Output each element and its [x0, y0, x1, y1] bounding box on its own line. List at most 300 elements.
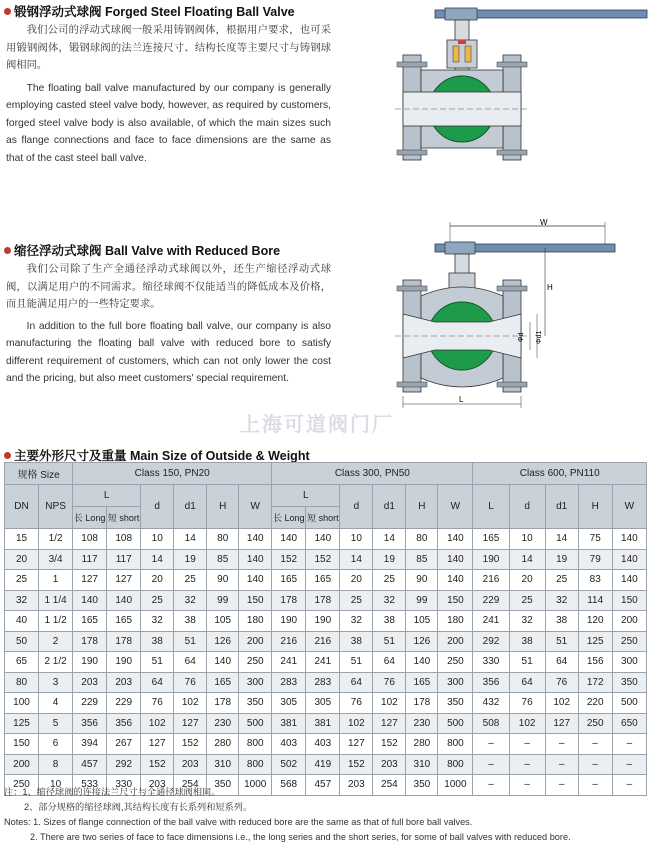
table-row [5, 611, 647, 632]
table-cell: 10 [340, 529, 373, 550]
header-d1: d1 [373, 485, 406, 529]
table-cell: 152 [141, 754, 174, 775]
table-cell: 25 [373, 570, 406, 591]
table-cell: 267 [107, 734, 141, 755]
header-w: W [438, 485, 473, 529]
bullet-icon [4, 8, 11, 15]
table-cell: 102 [340, 713, 373, 734]
table-cell: 105 [207, 611, 239, 632]
table-cell: 108 [73, 529, 107, 550]
header-d: d [340, 485, 373, 529]
table-cell: 51 [141, 652, 174, 673]
table-cell: 125 [578, 631, 612, 652]
table-cell: 203 [174, 754, 207, 775]
table-cell: 19 [174, 549, 207, 570]
table-cell: 14 [509, 549, 545, 570]
table-cell: 80 [5, 672, 39, 693]
table-cell: 150 [438, 590, 473, 611]
note-en-2: 2. There are two series of face to face dimensions i.e., the long series and the short series, for some of ball valves with reduced bore. [30, 832, 571, 842]
table-row [5, 549, 647, 570]
table-cell: 508 [473, 713, 509, 734]
table-cell: 5 [39, 713, 73, 734]
table-cell: 203 [73, 672, 107, 693]
table-cell: 20 [509, 570, 545, 591]
table-cell: 51 [509, 652, 545, 673]
table-cell: 64 [373, 652, 406, 673]
table-row [5, 570, 647, 591]
table-cell: 502 [272, 754, 306, 775]
table-cell: 241 [473, 611, 509, 632]
table-cell: 229 [107, 693, 141, 714]
header-l: L [473, 485, 509, 529]
header-d1: d1 [174, 485, 207, 529]
table-cell: 38 [373, 611, 406, 632]
table-cell: 216 [473, 570, 509, 591]
table-cell: 10 [141, 529, 174, 550]
table-cell: 102 [141, 713, 174, 734]
table-cell: 241 [272, 652, 306, 673]
table-cell: 310 [207, 754, 239, 775]
table-cell: 14 [545, 529, 578, 550]
table-cell: 126 [406, 631, 438, 652]
section-title-forged: 锻钢浮动式球阀 Forged Steel Floating Ball Valve [4, 2, 295, 20]
table-cell: – [473, 754, 509, 775]
table-cell: 165 [406, 672, 438, 693]
header-d: d [141, 485, 174, 529]
table-cell: 178 [272, 590, 306, 611]
dim-h-label: H [547, 283, 553, 292]
table-cell: 190 [306, 611, 340, 632]
table-cell: 229 [73, 693, 107, 714]
table-row [5, 529, 647, 550]
table-cell: 51 [340, 652, 373, 673]
table-cell: 165 [207, 672, 239, 693]
table-cell: 76 [509, 693, 545, 714]
table-cell: 25 [5, 570, 39, 591]
table-cell: 99 [207, 590, 239, 611]
note-cn-1: 注：1、缩径球阀的连接法兰尺寸与全通径球阀相同。 [4, 787, 221, 797]
table-cell: 38 [545, 611, 578, 632]
table-cell: 140 [612, 529, 646, 550]
table-cell: 190 [272, 611, 306, 632]
table-cell: 32 [340, 611, 373, 632]
table-cell: 75 [578, 529, 612, 550]
table-cell: 1000 [438, 775, 473, 796]
table-cell: 38 [141, 631, 174, 652]
table-cell: 117 [73, 549, 107, 570]
table-cell: 140 [107, 590, 141, 611]
table-cell: 178 [406, 693, 438, 714]
table-cell: 2 1/2 [39, 652, 73, 673]
header-w: W [612, 485, 646, 529]
table-row [5, 734, 647, 755]
section-title-reduced: 缩径浮动式球阀 Ball Valve with Reduced Bore [4, 241, 280, 259]
table-row [5, 631, 647, 652]
table-cell: 140 [438, 570, 473, 591]
table-cell: 403 [272, 734, 306, 755]
table-cell: 457 [306, 775, 340, 796]
table-cell: – [612, 775, 646, 796]
table-cell: 800 [438, 754, 473, 775]
table-cell: 127 [174, 713, 207, 734]
table-cell: 150 [612, 590, 646, 611]
table-cell: 350 [612, 672, 646, 693]
table-cell: 83 [578, 570, 612, 591]
dim-w-label: W [540, 218, 548, 227]
table-cell: 190 [107, 652, 141, 673]
table-cell: 500 [438, 713, 473, 734]
table-cell: 1/2 [39, 529, 73, 550]
table-cell: 76 [373, 672, 406, 693]
table-cell: 152 [306, 549, 340, 570]
table-cell: 51 [373, 631, 406, 652]
header-w: W [239, 485, 272, 529]
table-cell: 40 [5, 611, 39, 632]
table-cell: 203 [340, 775, 373, 796]
table-cell: 25 [509, 590, 545, 611]
reduced-bore-valve-drawing [395, 218, 650, 413]
paragraph-forged [6, 22, 331, 167]
note-en-1: Notes: 1. Sizes of flange connection of the ball valve with reduced bore are the same as that of full bore ball valves. [4, 817, 473, 827]
table-cell: 32 [141, 611, 174, 632]
table-cell: 350 [406, 775, 438, 796]
table-cell: 117 [107, 549, 141, 570]
table-cell: 300 [438, 672, 473, 693]
table-cell: – [473, 734, 509, 755]
table-cell: 220 [578, 693, 612, 714]
table-row [5, 713, 647, 734]
table-cell: – [545, 734, 578, 755]
table-cell: 381 [272, 713, 306, 734]
table-cell: 203 [107, 672, 141, 693]
table-cell: 108 [107, 529, 141, 550]
table-cell: 32 [373, 590, 406, 611]
table-cell: 280 [406, 734, 438, 755]
table-cell: 283 [306, 672, 340, 693]
table-cell: 80 [207, 529, 239, 550]
table-cell: 8 [39, 754, 73, 775]
table-cell: – [545, 775, 578, 796]
table-cell: 1000 [239, 775, 272, 796]
note-cn-2: 2、部分规格的缩径球阀,其结构长度有长系列和短系列。 [24, 802, 253, 812]
table-cell: – [612, 754, 646, 775]
table-cell: 102 [373, 693, 406, 714]
table-cell: 140 [612, 549, 646, 570]
section-title-main-size: 主要外形尺寸及重量 Main Size of Outside & Weight [4, 446, 310, 464]
table-cell: – [578, 775, 612, 796]
table-cell: 100 [5, 693, 39, 714]
table-cell: 126 [207, 631, 239, 652]
table-cell: 140 [438, 529, 473, 550]
table-cell: 76 [340, 693, 373, 714]
header-nps: NPS [39, 485, 73, 529]
table-cell: 200 [239, 631, 272, 652]
paragraph-cn: 我们公司的浮动式球阀一般采用铸钢阀体，根据用户要求，也可采用锻钢阀体，锻钢球阀的法兰连接尺寸、结构长度等主要尺寸与铸钢球阀相同。 [6, 25, 331, 71]
notes [4, 785, 644, 845]
table-cell: 190 [73, 652, 107, 673]
table-cell: – [578, 754, 612, 775]
table-cell: 76 [545, 672, 578, 693]
table-cell: 330 [107, 775, 141, 796]
table-cell: 1 [39, 570, 73, 591]
table-cell: 254 [174, 775, 207, 796]
watermark: 上海可道阀门厂 [240, 414, 394, 436]
table-cell: 25 [174, 570, 207, 591]
table-row [5, 652, 647, 673]
table-cell: – [578, 734, 612, 755]
header-long: 长 Long [73, 507, 107, 529]
table-cell: 500 [612, 693, 646, 714]
table-cell: 127 [340, 734, 373, 755]
table-cell: 14 [373, 529, 406, 550]
table-cell: 51 [545, 631, 578, 652]
table-cell: 800 [239, 734, 272, 755]
table-cell: 403 [306, 734, 340, 755]
paragraph-en: In addition to the full bore floating ball valve, our company is also manufacturing the floating ball valve with reduced bore to satisfy different requirement of customers, which can not only lower the cost and the pricing, but also meet customers' special requirement. [6, 320, 331, 384]
table-cell: 50 [5, 631, 39, 652]
table-cell: – [612, 734, 646, 755]
table-cell: 152 [373, 734, 406, 755]
table-cell: 127 [373, 713, 406, 734]
table-cell: 2 [39, 631, 73, 652]
dim-l-label: L [459, 395, 464, 404]
table-cell: 180 [239, 611, 272, 632]
table-cell: – [509, 734, 545, 755]
table-cell: 125 [5, 713, 39, 734]
table-cell: – [545, 754, 578, 775]
table-cell: 64 [141, 672, 174, 693]
table-cell: 356 [73, 713, 107, 734]
table-cell: 32 [509, 611, 545, 632]
table-cell: 190 [473, 549, 509, 570]
table-cell: 19 [545, 549, 578, 570]
table-cell: 14 [174, 529, 207, 550]
table-cell: 250 [5, 775, 39, 796]
table-cell: 300 [239, 672, 272, 693]
header-long: 长 Long [272, 507, 306, 529]
table-cell: 20 [340, 570, 373, 591]
dim-d-label: Φd [518, 332, 525, 342]
table-cell: 250 [438, 652, 473, 673]
table-cell: 216 [272, 631, 306, 652]
table-cell: 1 1/2 [39, 611, 73, 632]
table-cell: 102 [545, 693, 578, 714]
table-cell: 150 [239, 590, 272, 611]
table-cell: 51 [174, 631, 207, 652]
table-cell: 32 [5, 590, 39, 611]
table-cell: 330 [473, 652, 509, 673]
header-class-300: Class 300, PN50 [272, 463, 473, 485]
table-cell: 65 [5, 652, 39, 673]
table-cell: 381 [306, 713, 340, 734]
table-cell: 114 [578, 590, 612, 611]
header-size: 规格 Size [5, 463, 73, 485]
table-cell: 283 [272, 672, 306, 693]
table-cell: 203 [373, 754, 406, 775]
table-cell: 216 [306, 631, 340, 652]
table-cell: 200 [438, 631, 473, 652]
table-cell: 102 [174, 693, 207, 714]
table-cell: 76 [174, 672, 207, 693]
header-short: 短 short [107, 507, 141, 529]
table-cell: 4 [39, 693, 73, 714]
dim-d1-label: Φd1 [536, 330, 543, 344]
table-cell: 14 [340, 549, 373, 570]
table-cell: 19 [373, 549, 406, 570]
header-l: L [73, 485, 141, 507]
header-h: H [207, 485, 239, 529]
table-cell: 38 [340, 631, 373, 652]
table-cell: – [509, 754, 545, 775]
table-cell: 250 [612, 631, 646, 652]
table-cell: 254 [373, 775, 406, 796]
table-cell: 500 [239, 713, 272, 734]
table-cell: 25 [545, 570, 578, 591]
table-cell: 32 [545, 590, 578, 611]
table-cell: 64 [340, 672, 373, 693]
table-cell: 457 [73, 754, 107, 775]
table-cell: 105 [406, 611, 438, 632]
table-cell: 64 [545, 652, 578, 673]
header-d: d [509, 485, 545, 529]
table-cell: 64 [509, 672, 545, 693]
table-cell: 178 [207, 693, 239, 714]
table-cell: 140 [612, 570, 646, 591]
table-cell: 80 [406, 529, 438, 550]
table-cell: 38 [509, 631, 545, 652]
table-cell: 305 [272, 693, 306, 714]
table-cell: 90 [207, 570, 239, 591]
table-cell: 230 [207, 713, 239, 734]
table-cell: 432 [473, 693, 509, 714]
table-cell: 127 [545, 713, 578, 734]
table-cell: 350 [239, 693, 272, 714]
table-cell: 180 [438, 611, 473, 632]
table-cell: 99 [406, 590, 438, 611]
paragraph-en: The floating ball valve manufactured by our company is generally employing casted steel valve body, however, as required by customers, forged steel valve body is also available, of which the main sizes such as flange connections and face to face dimensions are the same as that of the cast steel ball valve. [6, 82, 331, 164]
table-cell: 20 [5, 549, 39, 570]
table-cell: 3 [39, 672, 73, 693]
header-d1: d1 [545, 485, 578, 529]
table-cell: 419 [306, 754, 340, 775]
header-l: L [272, 485, 340, 507]
table-cell: 1 1/4 [39, 590, 73, 611]
table-cell: 14 [141, 549, 174, 570]
table-cell: 356 [107, 713, 141, 734]
table-cell: 10 [39, 775, 73, 796]
table-cell: 165 [272, 570, 306, 591]
table-cell: 127 [73, 570, 107, 591]
table-cell: 90 [406, 570, 438, 591]
table-cell: 394 [73, 734, 107, 755]
table-cell: 140 [406, 652, 438, 673]
table-cell: 32 [174, 590, 207, 611]
table-cell: 568 [272, 775, 306, 796]
table-row [5, 693, 647, 714]
table-cell: 165 [473, 529, 509, 550]
table-cell: 250 [239, 652, 272, 673]
table-cell: 241 [306, 652, 340, 673]
table-cell: 292 [473, 631, 509, 652]
table-cell: 280 [207, 734, 239, 755]
table-cell: 85 [406, 549, 438, 570]
main-size-table [4, 462, 647, 796]
bullet-icon [4, 452, 11, 459]
header-row-l [5, 485, 647, 507]
forged-valve-drawing [395, 0, 650, 165]
table-cell: 6 [39, 734, 73, 755]
table-cell: 140 [272, 529, 306, 550]
bullet-icon [4, 247, 11, 254]
table-cell: 178 [306, 590, 340, 611]
table-cell: 350 [438, 693, 473, 714]
table-cell: 64 [174, 652, 207, 673]
table-cell: 200 [5, 754, 39, 775]
table-cell: 79 [578, 549, 612, 570]
table-row [5, 590, 647, 611]
table-cell: 203 [141, 775, 174, 796]
header-h: H [578, 485, 612, 529]
table-cell: 3/4 [39, 549, 73, 570]
table-cell: 229 [473, 590, 509, 611]
table-cell: 152 [174, 734, 207, 755]
table-cell: 140 [239, 549, 272, 570]
table-cell: 292 [107, 754, 141, 775]
table-cell: 533 [73, 775, 107, 796]
table-cell: 85 [207, 549, 239, 570]
paragraph-cn: 我们公司除了生产全通径浮动式球阀以外，还生产缩径浮动式球阀，以满足用户的不同需求。缩径球阀不仅能适当的降低成本及价格，而且能满足用户的一些特定要求。 [6, 264, 331, 310]
table-cell: 250 [578, 713, 612, 734]
table-cell: 150 [5, 734, 39, 755]
paragraph-reduced [6, 261, 331, 388]
table-cell: 38 [174, 611, 207, 632]
table-cell: 127 [107, 570, 141, 591]
table-cell: 230 [406, 713, 438, 734]
header-row-class [5, 463, 647, 485]
table-cell: 800 [239, 754, 272, 775]
table-cell: 165 [306, 570, 340, 591]
header-class-600: Class 600, PN110 [473, 463, 647, 485]
table-cell: 152 [272, 549, 306, 570]
table-cell: 140 [239, 529, 272, 550]
table-cell: 25 [141, 590, 174, 611]
table-cell: 102 [509, 713, 545, 734]
table-cell: 25 [340, 590, 373, 611]
table-cell: 172 [578, 672, 612, 693]
header-class-150: Class 150, PN20 [73, 463, 272, 485]
table-cell: 200 [612, 611, 646, 632]
table-cell: 10 [509, 529, 545, 550]
table-row [5, 754, 647, 775]
header-short: 短 short [306, 507, 340, 529]
table-cell: 140 [73, 590, 107, 611]
header-h: H [406, 485, 438, 529]
table-cell: 165 [73, 611, 107, 632]
table-cell: 650 [612, 713, 646, 734]
table-cell: 800 [438, 734, 473, 755]
table-cell: 15 [5, 529, 39, 550]
table-cell: 140 [239, 570, 272, 591]
table-cell: 140 [207, 652, 239, 673]
table-cell: 120 [578, 611, 612, 632]
table-cell: – [509, 775, 545, 796]
table-row [5, 672, 647, 693]
table-cell: 310 [406, 754, 438, 775]
table-cell: 300 [612, 652, 646, 673]
table-cell: 156 [578, 652, 612, 673]
table-cell: 305 [306, 693, 340, 714]
table-cell: 356 [473, 672, 509, 693]
